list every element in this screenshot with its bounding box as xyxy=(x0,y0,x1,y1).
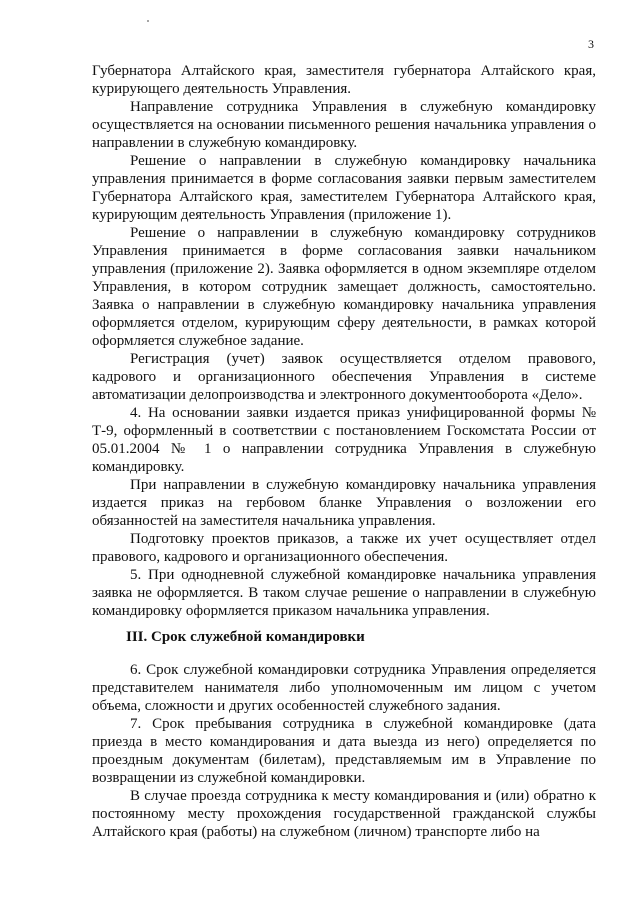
paragraph: Губернатора Алтайского края, заместителя губернатора Алтайского края, курирующего деятельность Управления. xyxy=(92,63,596,97)
paragraph: 7. Срок пребывания сотрудника в служебной командировке (дата приезда в место командирования и дата выезда из него) определяется по проездным документам (билетам), представляемым им в Управление по возвращении из служебной командировки. xyxy=(92,716,596,786)
paragraph: Направление сотрудника Управления в служебную командировку осуществляется на основании письменного решения начальника управления о направлении в служебную командировку. xyxy=(92,99,596,151)
paragraph: Подготовку проектов приказов, а также их учет осуществляет отдел правового, кадрового и организационного обеспечения. xyxy=(92,531,596,565)
paragraph: При направлении в служебную командировку начальника управления издается приказ на гербовом бланке Управления о возложении его обязанностей на заместителя начальника управления. xyxy=(92,477,596,529)
section-heading: III. Срок служебной командировки xyxy=(126,629,365,645)
scan-artifact xyxy=(147,20,149,22)
body-text-bottom xyxy=(92,661,596,841)
page-number: 3 xyxy=(588,37,594,51)
paragraph: В случае проезда сотрудника к месту командирования и (или) обратно к постоянному месту прохождения государственной гражданской службы Алтайского края (работы) на служебном (личном) транспорте либо на xyxy=(92,788,596,840)
paragraph: Регистрация (учет) заявок осуществляется отделом правового, кадрового и организационного обеспечения Управления в системе автоматизации делопроизводства и электронного документооборота «Дело». xyxy=(92,351,596,403)
body-text-top xyxy=(92,62,596,620)
paragraph: 5. При однодневной служебной командировке начальника управления заявка не оформляется. В таком случае решение о направлении в служебную командировку оформляется приказом начальника управления. xyxy=(92,567,596,619)
paragraph: Решение о направлении в служебную командировку начальника управления принимается в форме согласования заявки первым заместителем Губернатора Алтайского края, заместителем Губернатора Алтайского края, курирующим деятельность Управления (приложение 1). xyxy=(92,153,596,223)
paragraph: Решение о направлении в служебную командировку сотрудников Управления принимается в форме согласования заявки начальником управления (приложение 2). Заявка оформляется в одном экземпляре отделом Управления, в котором сотрудник замещает должность, самостоятельно. Заявка о направлении в служебную командировку начальника управления оформляется отделом, курирующим сферу деятельности, в рамках которой оформляется служебное задание. xyxy=(92,225,596,349)
paragraph: 6. Срок служебной командировки сотрудника Управления определяется представителем нанимателя либо уполномоченным им лицом с учетом объема, сложности и других особенностей служебного задания. xyxy=(92,662,596,714)
paragraph: 4. На основании заявки издается приказ унифицированной формы № Т-9, оформленный в соответствии с постановлением Госкомстата России от 05.01.2004 № 1 о направлении сотрудника Управления в служебную командировку. xyxy=(92,405,596,475)
